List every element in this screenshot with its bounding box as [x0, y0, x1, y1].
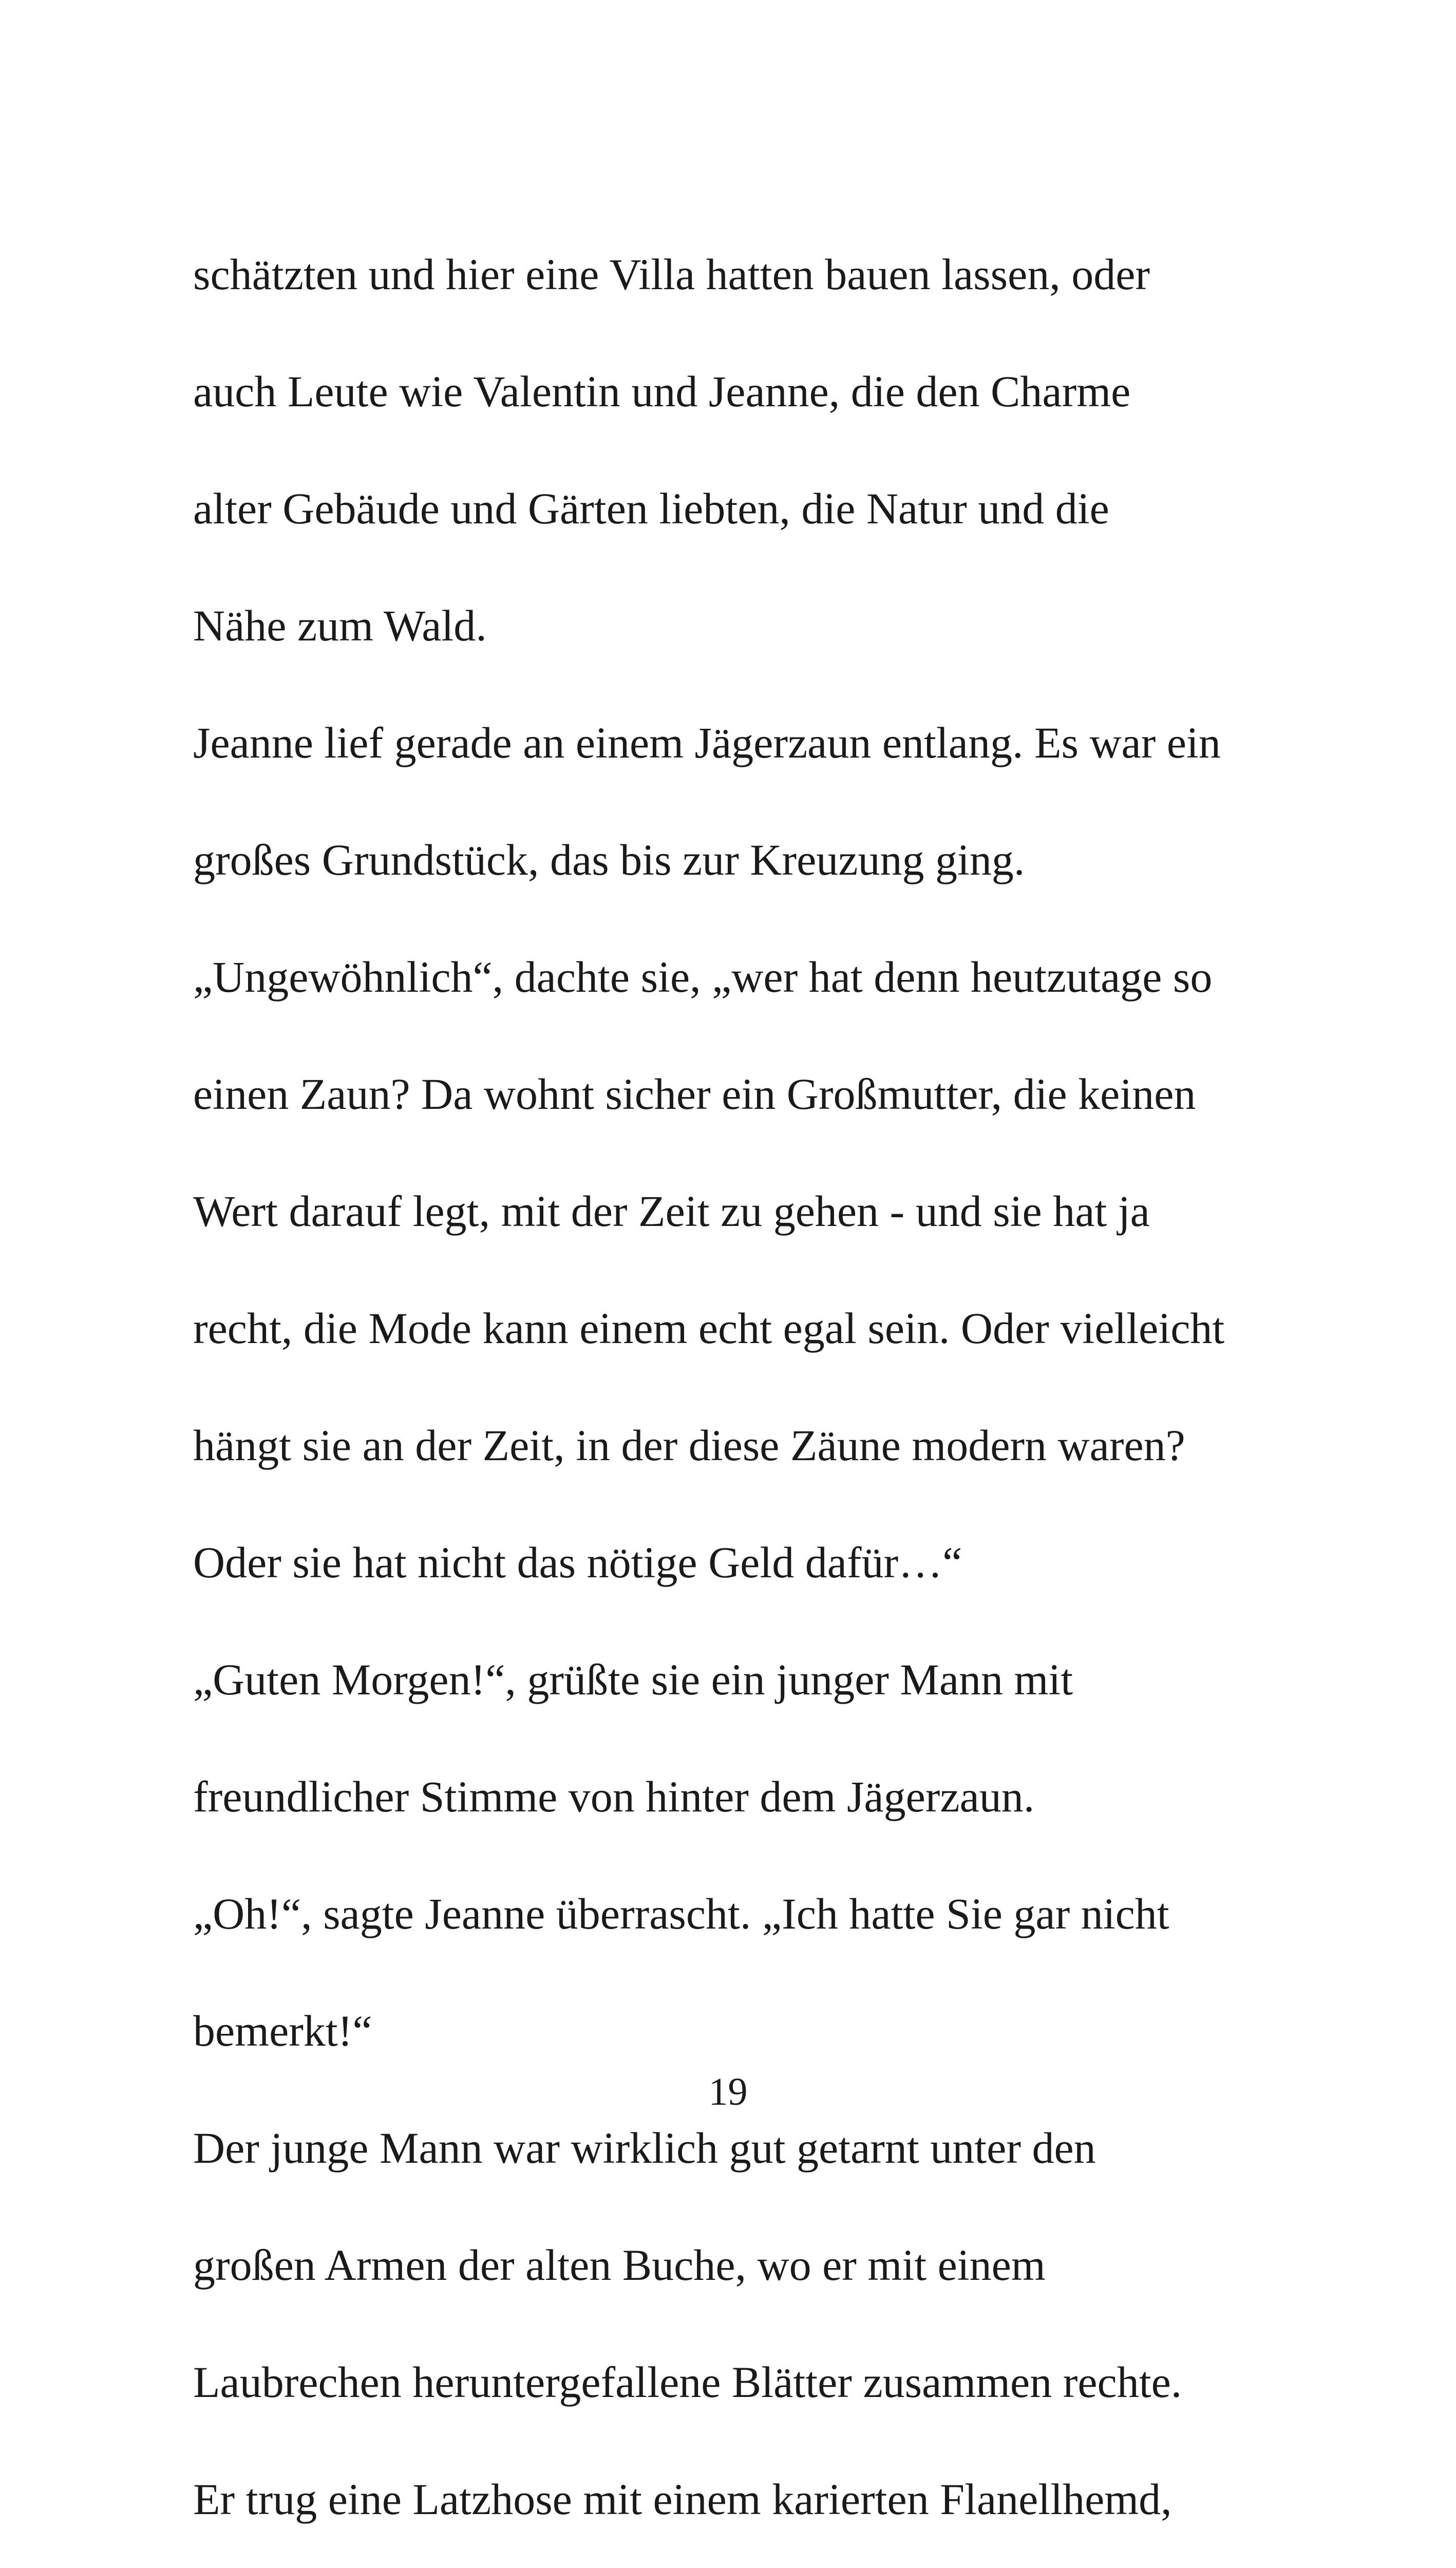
text-line: recht, die Mode kann einem echt egal sein. Oder vielleicht [193, 1304, 1225, 1353]
text-line: bemerkt!“ [193, 2006, 372, 2055]
text-line: „Ungewöhnlich“, dachte sie, „wer hat denn heutzutage so [193, 952, 1213, 1002]
text-line: Wert darauf legt, mit der Zeit zu gehen - und sie hat ja [193, 1186, 1150, 1236]
text-line: Der junge Mann war wirklich gut getarnt unter den [193, 2123, 1096, 2173]
text-line: alter Gebäude und Gärten liebten, die Natur und die [193, 484, 1109, 533]
text-line: großen Armen der alten Buche, wo er mit einem [193, 2240, 1046, 2290]
text-line: „Guten Morgen!“, grüßte sie ein junger Mann mit [193, 1655, 1073, 1704]
text-line: Er trug eine Latzhose mit einem karierten Flanellhemd, [193, 2475, 1172, 2524]
text-line [193, 2558, 1272, 2568]
text-line: auch Leute wie Valentin und Jeanne, die den Charme [193, 367, 1131, 416]
body-text [193, 216, 1272, 2568]
text-line: Oder sie hat nicht das nötige Geld dafür…“ [193, 1538, 962, 1587]
text-line: freundlicher Stimme von hinter dem Jägerzaun. [193, 1772, 1035, 1821]
text-line: einen Zaun? Da wohnt sicher ein Großmutter, die keinen [193, 1069, 1196, 1119]
text-line: „Oh!“, sagte Jeanne überrascht. „Ich hatte Sie gar nicht [193, 1889, 1169, 1938]
text-line: Nähe zum Wald. [193, 601, 487, 650]
text-line: hängt sie an der Zeit, in der diese Zäune modern waren? [193, 1421, 1185, 1470]
page-number: 19 [708, 2070, 748, 2113]
text-line: Laubrechen heruntergefallene Blätter zusammen rechte. [193, 2357, 1182, 2407]
text-line: großes Grundstück, das bis zur Kreuzung ging. [193, 835, 1025, 884]
text-line: schätzten und hier eine Villa hatten bauen lassen, oder [193, 250, 1150, 299]
text-line: Jeanne lief gerade an einem Jägerzaun entlang. Es war ein [193, 718, 1221, 767]
